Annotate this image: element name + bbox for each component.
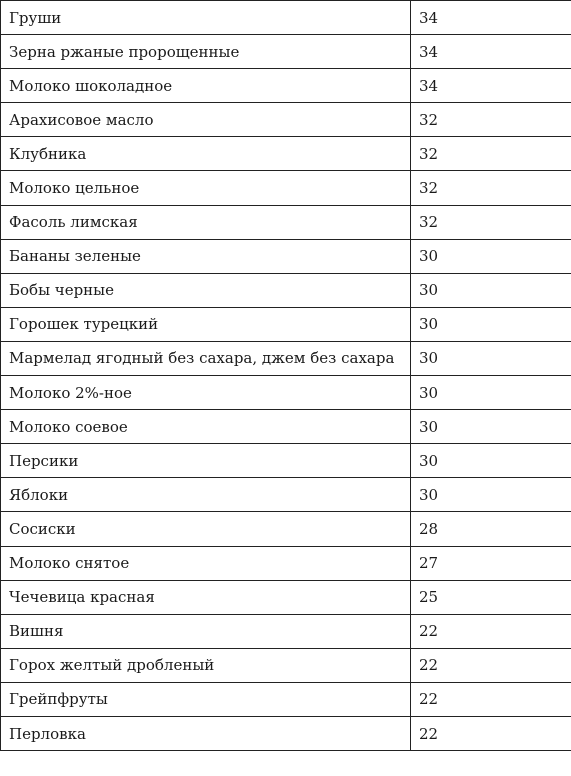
- value-cell: 30: [411, 273, 571, 307]
- value-cell: 32: [411, 103, 571, 137]
- food-name-cell: Фасоль лимская: [1, 205, 411, 239]
- value-cell: 32: [411, 171, 571, 205]
- table-row: [1, 512, 571, 546]
- table-row: [1, 273, 571, 307]
- value-cell: 34: [411, 35, 571, 69]
- value-cell: 30: [411, 478, 571, 512]
- food-name-cell: Вишня: [1, 614, 411, 648]
- table-row: [1, 137, 571, 171]
- value-cell: 30: [411, 341, 571, 375]
- table-row: [1, 239, 571, 273]
- table-row: [1, 410, 571, 444]
- value-cell: 30: [411, 376, 571, 410]
- table-row: [1, 478, 571, 512]
- table-row: [1, 171, 571, 205]
- table-row: [1, 716, 571, 750]
- food-name-cell: Зерна ржаные пророщенные: [1, 35, 411, 69]
- food-name-cell: Молоко 2%-ное: [1, 376, 411, 410]
- table-row: [1, 546, 571, 580]
- food-name-cell: Бананы зеленые: [1, 239, 411, 273]
- food-name-cell: Мармелад ягодный без сахара, джем без сахара: [1, 341, 411, 375]
- table-row: [1, 376, 571, 410]
- table-row: [1, 205, 571, 239]
- food-name-cell: Молоко соевое: [1, 410, 411, 444]
- value-cell: 30: [411, 239, 571, 273]
- food-name-cell: Яблоки: [1, 478, 411, 512]
- table-row: [1, 682, 571, 716]
- value-cell: 22: [411, 648, 571, 682]
- value-cell: 22: [411, 614, 571, 648]
- table-row: [1, 341, 571, 375]
- food-name-cell: Молоко шоколадное: [1, 69, 411, 103]
- value-cell: 32: [411, 205, 571, 239]
- food-name-cell: Молоко снятое: [1, 546, 411, 580]
- food-name-cell: Перловка: [1, 716, 411, 750]
- table-row: [1, 614, 571, 648]
- food-name-cell: Клубника: [1, 137, 411, 171]
- value-cell: 22: [411, 682, 571, 716]
- food-name-cell: Чечевица красная: [1, 580, 411, 614]
- food-name-cell: Персики: [1, 444, 411, 478]
- food-name-cell: Арахисовое масло: [1, 103, 411, 137]
- value-cell: 32: [411, 137, 571, 171]
- value-cell: 30: [411, 410, 571, 444]
- value-cell: 30: [411, 444, 571, 478]
- food-name-cell: Горошек турецкий: [1, 307, 411, 341]
- food-name-cell: Сосиски: [1, 512, 411, 546]
- value-cell: 22: [411, 716, 571, 750]
- value-cell: 30: [411, 307, 571, 341]
- table-row: [1, 69, 571, 103]
- table-row: [1, 103, 571, 137]
- food-name-cell: Бобы черные: [1, 273, 411, 307]
- table-row: [1, 35, 571, 69]
- table-body: [1, 1, 571, 751]
- value-cell: 34: [411, 69, 571, 103]
- food-name-cell: Горох желтый дробленый: [1, 648, 411, 682]
- food-name-cell: Груши: [1, 1, 411, 35]
- value-cell: 28: [411, 512, 571, 546]
- food-name-cell: Грейпфруты: [1, 682, 411, 716]
- table-row: [1, 648, 571, 682]
- table-row: [1, 580, 571, 614]
- food-name-cell: Молоко цельное: [1, 171, 411, 205]
- table-row: [1, 444, 571, 478]
- value-cell: 34: [411, 1, 571, 35]
- table-row: [1, 307, 571, 341]
- value-cell: 25: [411, 580, 571, 614]
- table-row: [1, 1, 571, 35]
- value-cell: 27: [411, 546, 571, 580]
